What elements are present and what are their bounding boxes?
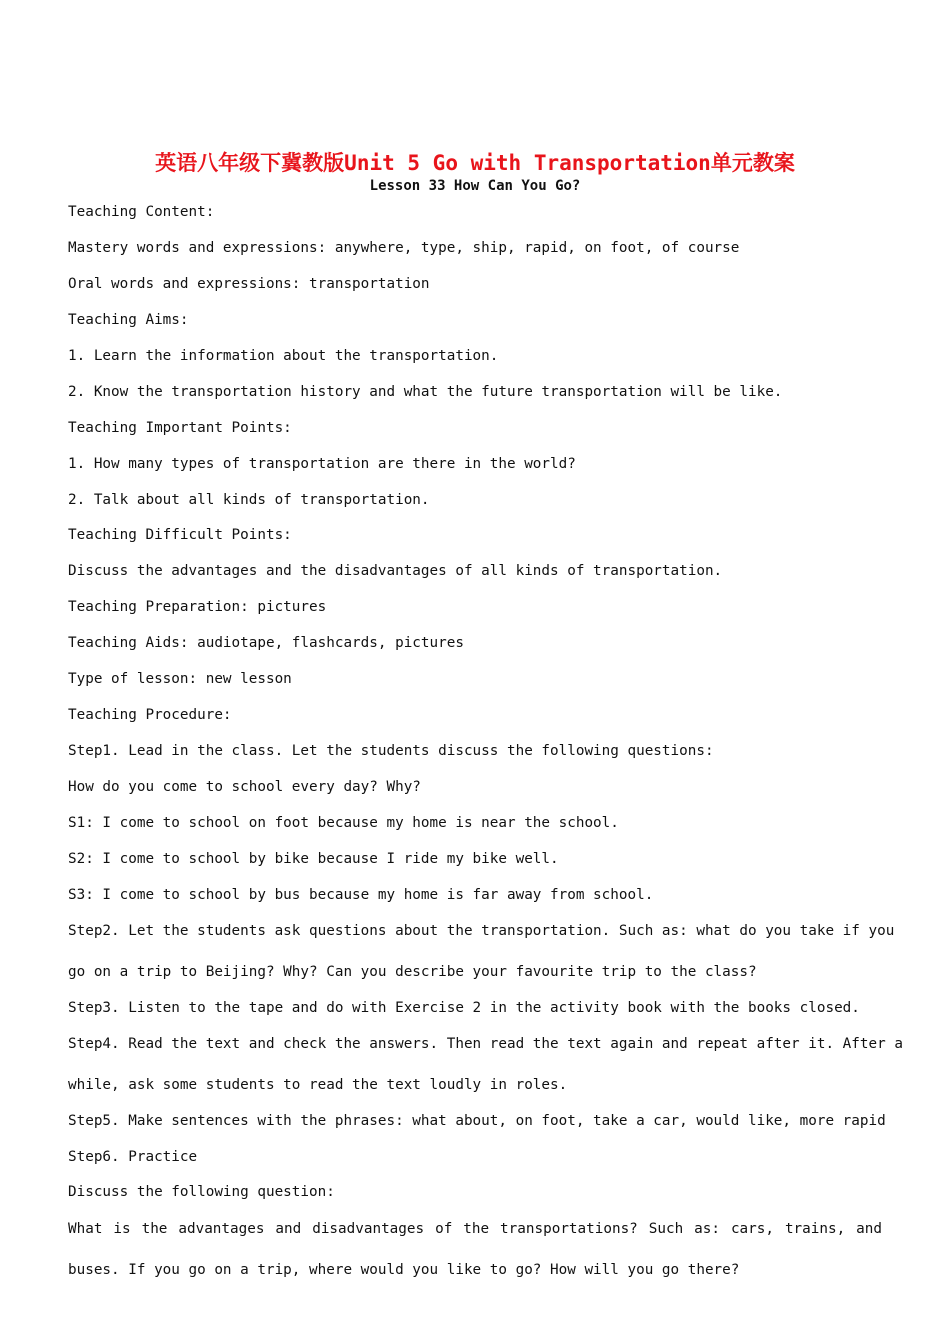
important-point-2: 2. Talk about all kinds of transportation. [68, 492, 430, 508]
page-title: 英语八年级下冀教版Unit 5 Go with Transportation单元教案 [155, 151, 795, 175]
procedure-heading: Teaching Procedure: [68, 707, 232, 723]
step-2-line-2: go on a trip to Beijing? Why? Can you describe your favourite trip to the class? [68, 964, 757, 980]
step-4 [68, 1035, 903, 1094]
student-answer-1: S1: I come to school on foot because my home is near the school. [68, 815, 619, 831]
step-5: Step5. Make sentences with the phrases: what about, on foot, take a car, would like, more rapid [68, 1113, 886, 1129]
aim-item-2: 2. Know the transportation history and what the future transportation will be like. [68, 384, 783, 400]
student-answer-3: S3: I come to school by bus because my home is far away from school. [68, 887, 654, 903]
lesson-subtitle: Lesson 33 How Can You Go? [369, 178, 581, 194]
discuss-line-1: What is the advantages and disadvantages of the transportations? Such as: cars, trains, and [68, 1221, 882, 1237]
step-2-line-1: Step2. Let the students ask questions about the transportation. Such as: what do you take if you [68, 923, 895, 939]
step-3: Step3. Listen to the tape and do with Exercise 2 in the activity book with the books closed. [68, 1000, 860, 1016]
difficult-point-1: Discuss the advantages and the disadvantages of all kinds of transportation. [68, 563, 723, 579]
step-4-line-1: Step4. Read the text and check the answers. Then read the text again and repeat after it. After a [68, 1036, 903, 1052]
content-heading: Teaching Content: [68, 204, 215, 220]
important-points-heading: Teaching Important Points: [68, 420, 292, 436]
oral-words: Oral words and expressions: transportation [68, 276, 430, 292]
teaching-aids: Teaching Aids: audiotape, flashcards, pictures [68, 635, 464, 651]
aim-item-1: 1. Learn the information about the transportation. [68, 348, 499, 364]
lesson-type: Type of lesson: new lesson [68, 671, 292, 687]
step-1-question: How do you come to school every day? Why? [68, 779, 421, 795]
discuss-heading: Discuss the following question: [68, 1184, 335, 1200]
step-2 [68, 922, 895, 981]
student-answer-2: S2: I come to school by bike because I ride my bike well. [68, 851, 559, 867]
discuss-question [68, 1220, 882, 1279]
difficult-points-heading: Teaching Difficult Points: [68, 527, 292, 543]
aims-heading: Teaching Aims: [68, 312, 189, 328]
discuss-line-2: buses. If you go on a trip, where would you like to go? How will you go there? [68, 1262, 740, 1278]
teaching-preparation: Teaching Preparation: pictures [68, 599, 327, 615]
step-1: Step1. Lead in the class. Let the students discuss the following questions: [68, 743, 714, 759]
important-point-1: 1. How many types of transportation are there in the world? [68, 456, 576, 472]
step-6: Step6. Practice [68, 1149, 198, 1165]
mastery-words: Mastery words and expressions: anywhere, type, ship, rapid, on foot, of course [68, 240, 740, 256]
step-4-line-2: while, ask some students to read the text loudly in roles. [68, 1077, 568, 1093]
